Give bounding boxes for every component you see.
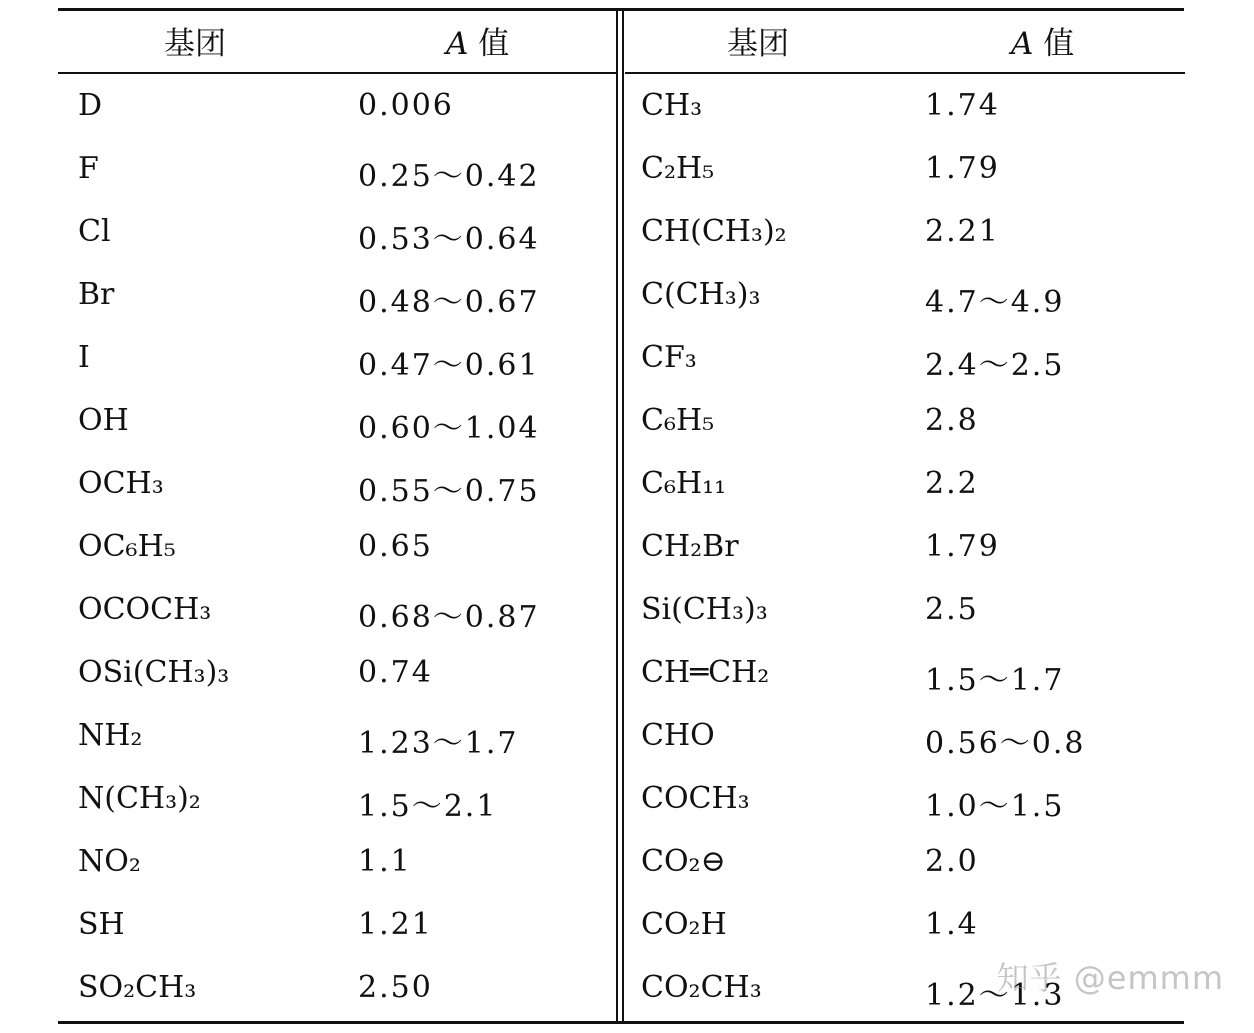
group-cell: C₆H₁₁	[641, 466, 727, 501]
a-value-cell: 0.53～0.64	[358, 222, 540, 257]
group-cell: OCH₃	[78, 466, 164, 501]
a-value-cell: 1.0～1.5	[925, 789, 1065, 824]
a-value-cell: 1.23～1.7	[358, 726, 519, 761]
a-value-cell: 0.47～0.61	[358, 348, 540, 383]
group-cell: NH₂	[78, 718, 143, 753]
group-cell: Cl	[78, 214, 111, 249]
a-value-cell: 0.74	[358, 655, 433, 690]
a-value-cell: 1.21	[358, 907, 433, 942]
table-row	[625, 403, 1185, 466]
top-rule	[58, 8, 1184, 11]
group-cell: C₆H₅	[641, 403, 715, 438]
a-value-cell: 1.1	[358, 844, 412, 879]
table-row	[58, 466, 616, 529]
table-row	[58, 655, 616, 718]
table-row	[58, 781, 616, 844]
group-cell: OCOCH₃	[78, 592, 212, 627]
a-value-cell: 0.48～0.67	[358, 285, 540, 320]
a-value-cell: 1.79	[925, 151, 1000, 186]
table-row	[625, 88, 1185, 151]
group-cell: CH═CH₂	[641, 655, 770, 690]
a-value-cell: 2.2	[925, 466, 979, 501]
header-rule-right	[625, 72, 1185, 74]
group-cell: F	[78, 151, 99, 186]
group-cell: I	[78, 340, 90, 375]
table-row	[58, 214, 616, 277]
column-divider	[616, 8, 618, 1024]
group-cell: D	[78, 88, 103, 123]
table-row	[58, 970, 616, 1033]
a-value-cell: 1.74	[925, 88, 1000, 123]
a-value-cell: 0.56～0.8	[925, 726, 1086, 761]
a-value-cell: 1.79	[925, 529, 1000, 564]
group-cell: COCH₃	[641, 781, 750, 816]
table-row	[625, 781, 1185, 844]
a-value-cell: 0.55～0.75	[358, 474, 540, 509]
group-cell: SH	[78, 907, 125, 942]
table-row	[625, 214, 1185, 277]
table-row	[58, 403, 616, 466]
table-row	[625, 655, 1185, 718]
a-value-cell: 0.006	[358, 88, 454, 123]
value-word: 值	[1043, 26, 1075, 62]
a-value-cell: 2.21	[925, 214, 1000, 249]
table-row	[58, 88, 616, 151]
a-value-cell: 2.4～2.5	[925, 348, 1065, 383]
a-value-cell: 0.68～0.87	[358, 600, 540, 635]
a-value-cell: 0.60～1.04	[358, 411, 540, 446]
watermark: 知乎 @emmm	[996, 959, 1224, 997]
table-row	[625, 529, 1185, 592]
group-cell: CH₃	[641, 88, 703, 123]
column-header-value	[446, 18, 509, 63]
group-cell: CO₂H	[641, 907, 727, 942]
group-cell: OH	[78, 403, 129, 438]
group-cell: C₂H₅	[641, 151, 715, 186]
table-row	[625, 151, 1185, 214]
group-cell: CH₂Br	[641, 529, 739, 564]
column-divider	[622, 8, 624, 1024]
a-value-cell: 2.50	[358, 970, 433, 1005]
table-row	[625, 718, 1185, 781]
a-value-cell: 2.5	[925, 592, 979, 627]
table-row	[625, 340, 1185, 403]
a-value-cell: 4.7～4.9	[925, 285, 1065, 320]
a-value-cell: 0.25～0.42	[358, 159, 540, 194]
a-value-cell: 2.8	[925, 403, 979, 438]
column-header-value	[1011, 18, 1074, 63]
table-row	[58, 718, 616, 781]
a-value-cell: 1.2～1.3	[925, 978, 1065, 1013]
a-value-cell: 1.5～1.7	[925, 663, 1065, 698]
table-row	[58, 592, 616, 655]
group-cell: CO₂⊖	[641, 844, 726, 879]
value-word: 值	[478, 26, 510, 62]
table-row	[58, 340, 616, 403]
a-symbol: A	[446, 26, 469, 62]
table-row	[625, 466, 1185, 529]
table-row	[58, 277, 616, 340]
group-cell: N(CH₃)₂	[78, 781, 201, 816]
a-value-cell: 1.4	[925, 907, 979, 942]
group-cell: CHO	[641, 718, 715, 753]
column-header-group: 基团	[727, 26, 789, 62]
table-row	[58, 907, 616, 970]
a-symbol: A	[1011, 26, 1034, 62]
group-cell: C(CH₃)₃	[641, 277, 761, 312]
a-value-cell: 1.5～2.1	[358, 789, 498, 824]
group-cell: OC₆H₅	[78, 529, 176, 564]
a-value-cell: 0.65	[358, 529, 433, 564]
header-rule-left	[58, 72, 616, 74]
table-row	[58, 844, 616, 907]
table-row	[58, 529, 616, 592]
table-row	[625, 592, 1185, 655]
group-cell: CH(CH₃)₂	[641, 214, 787, 249]
group-cell: Br	[78, 277, 115, 312]
column-header-group: 基团	[164, 26, 226, 62]
group-cell: NO₂	[78, 844, 141, 879]
group-cell: CF₃	[641, 340, 697, 375]
group-cell: OSi(CH₃)₃	[78, 655, 230, 690]
a-value-cell: 2.0	[925, 844, 979, 879]
group-cell: SO₂CH₃	[78, 970, 197, 1005]
table-row	[58, 151, 616, 214]
table-row	[625, 844, 1185, 907]
group-cell: Si(CH₃)₃	[641, 592, 768, 627]
table-row	[625, 277, 1185, 340]
group-cell: CO₂CH₃	[641, 970, 762, 1005]
